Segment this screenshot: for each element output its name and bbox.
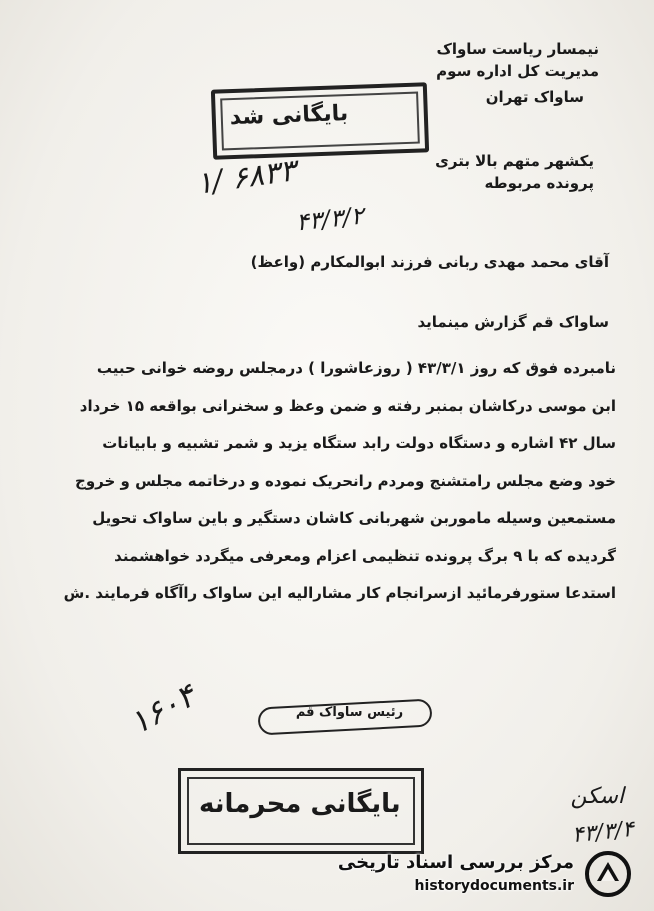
archive-stamp-bottom [178,768,424,854]
reference-line-2: پرونده مربوطه [484,174,594,192]
handwritten-number: ۱۶۰۴ [123,676,202,742]
signature-title: رئیس ساواک قم [295,705,404,720]
handwritten-registration-number: ۱/ ۶۸۳۳ [194,153,299,202]
archive-logo-icon [584,850,632,898]
report-body-line: استدعا ستورفرمائید ازسرانجام کار مشارالیه این ساواک راآگاه فرمایند .ش [63,584,616,602]
report-body-line: مستمعین وسیله ماموربن شهربانی کاشان دستگیر و باین ساواک تحویل [92,509,616,527]
header-line-1: نیمسار ریاست ساواک [436,40,599,58]
watermark-title: مرکز بررسی اسناد تاریخی [337,852,574,873]
report-body [31,350,616,613]
addressee-line: آقای محمد مهدی ربانی فرزند ابوالمکارم (واعظ) [250,253,609,271]
report-body-line: نامبرده فوق که روز ۴۳/۳/۱ ( روزعاشورا ) درمجلس روضه خوانی حبیب [96,359,616,377]
handwritten-date: ۴۳/۳/۴ [570,816,636,849]
watermark-url: historydocuments.ir [414,878,574,894]
watermark [337,848,644,904]
reference-line-1: یکشهر متهم بالا بتری [435,152,594,170]
opening-line: ساواک قم گزارش مینماید [417,313,609,331]
handwritten-registration-date: ۴۳/۳/۲ [294,201,366,237]
header-line-2: مدیریت کل اداره سوم [436,62,599,80]
report-body-line: خود وضع مجلس رامتشنج ومردم رانحریک نموده و درخاتمه مجلس و خروج [75,471,616,490]
archive-stamp-bottom-text: بایگانی محرمانه [199,789,401,819]
report-body-line: سال ۴۲ اشاره و دستگاه دولت رابد ستگاه یزید و شمر تشبیه و بابیانات [102,434,616,452]
report-body-line: ابن موسی درکاشان بمنبر رفته و ضمن وعظ و سخنرانی بواقعه ۱۵ خرداد [79,396,616,415]
handwritten-initials: اسکن [570,784,624,809]
report-body-line: گردیده که با ۹ برگ پرونده تنظیمی اعزام ومعرفی میگردد خواهشمند [114,546,616,565]
archive-stamp-top-text: بایگانی شد [229,101,349,131]
header-line-3: ساواک تهران [485,88,584,106]
archive-stamp-top [211,82,429,159]
